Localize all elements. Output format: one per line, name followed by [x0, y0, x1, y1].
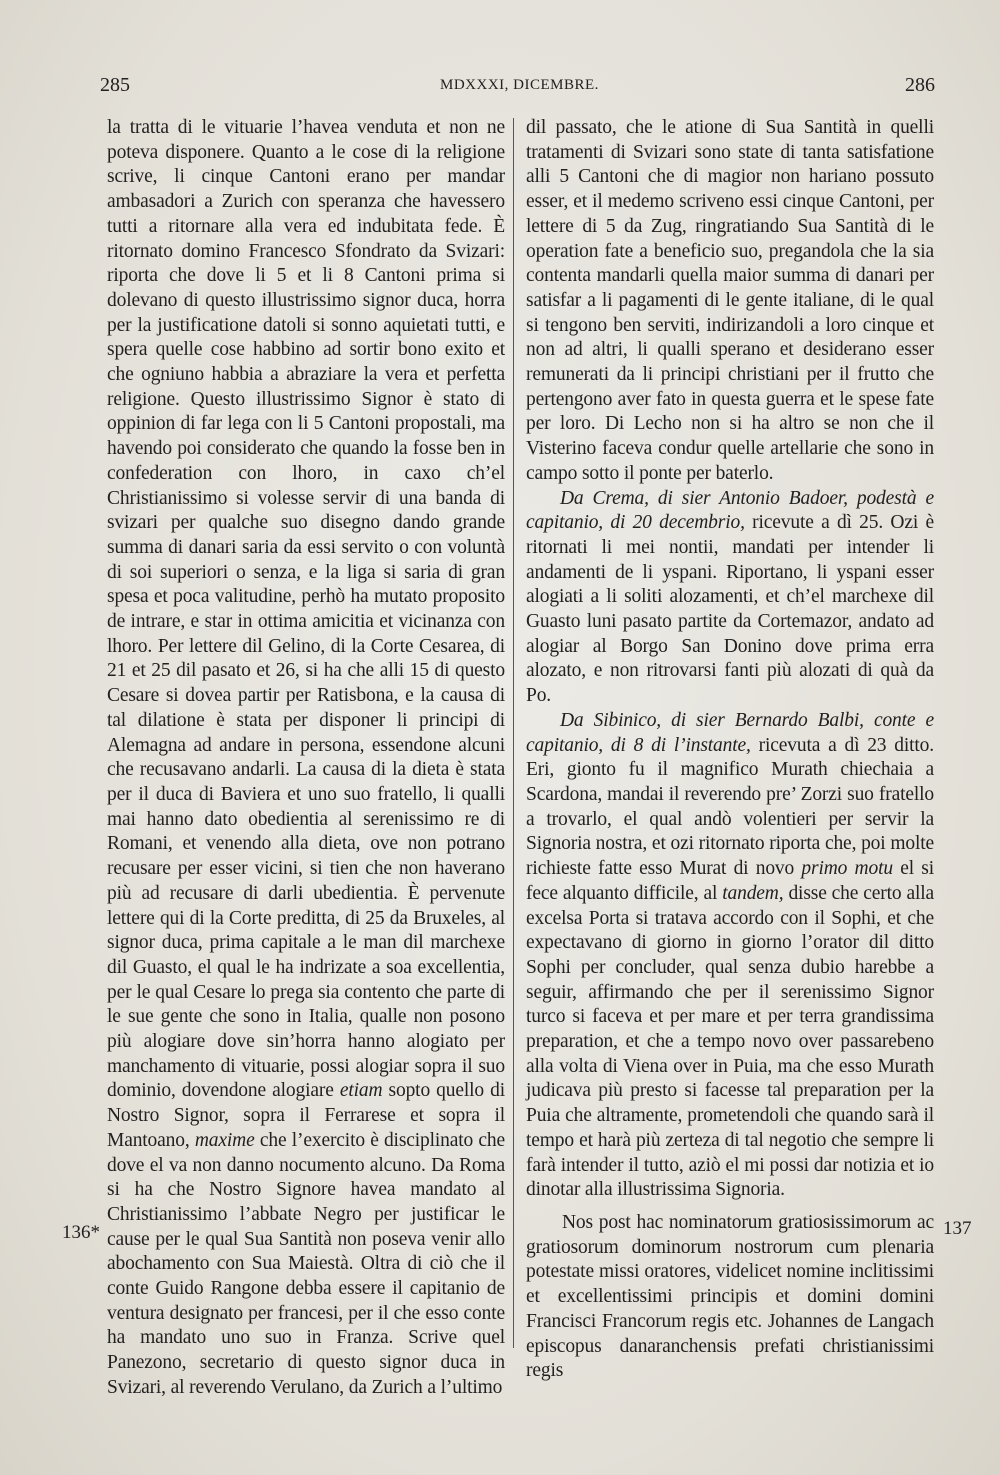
page-header — [100, 74, 935, 102]
right-column — [526, 116, 934, 1203]
word-primo-motu: primo motu — [801, 858, 893, 880]
left-column-text — [107, 116, 505, 1401]
letter-body-sibinico-2: el si fece alquanto difficile, al — [526, 858, 934, 904]
letter-body-sibinico-3: disse che certo alla excelsa Porta si tratava accordo con il Sophi, et che expectavano di giorno in giorno l’orator dil ditto Sophi per concluder, qual senza dubio harebbe a seguir, affirmando che per il serenissimo Signor turco si faceva et per mare et per terra grandissima preparation, et che a tempo novo over passarebeno alla volta di Viena over in Puia, ma che esso Murath judicava più presto si facesse tal preparation per la Puia che altramente, prometendoli che quando sarà il tempo et harà più zerteza di tal negotio che sempre li farà intender il tutto, aziò el mi possi dar notizia et io dinotar alla illustrissima Signoria. — [526, 882, 934, 1201]
right-paragraph-1: dil passato, che le atione di Sua Santità in quelli tratamenti di Svizari sono state di tanta satisfatione alli 5 Cantoni che di magior non hariano possuto esser, et il medemo scriveno essi cinque Cantoni, per lettere di 5 da Zug, ringratiando Sua Santità di le operation fate a beneficio suo, pregandola che la sia contenta mandarli quella maior summa di danari per satisfar a li pagamenti di le gente italiane, di le qual si tengono ben serviti, indirizandoli a loro cinque et non ad altri, li qualli sperano et desiderano esser remunerati da li principi christiani per il frutto che pertengono aver fato in questa guerra et le spese fate per loro. Di Lecho non si ha altro se non che il Visterino faceva condur quelle artellarie che sono in campo sotto il ponte per baterlo. — [526, 117, 934, 484]
column-divider — [513, 118, 514, 1348]
margin-note-left: 136* — [62, 1222, 100, 1243]
latin-paragraph — [526, 1211, 934, 1384]
word-maxime: maxime — [194, 1129, 255, 1151]
left-text-2: sopto quello di Nostro Signor, sopra il Ferrarese et sopra il Mantoano, — [107, 1080, 505, 1151]
left-column — [107, 116, 505, 1401]
page-number-right: 286 — [905, 74, 935, 96]
letter-heading-crema: Da Crema, di sier Antonio Badoer, podestà e capitanio, di 20 decembrio, — [526, 487, 934, 534]
left-text-3: che l’exercito è disciplinato che dove el va non danno nocumento alcuno. Da Roma si ha che Nostro Signore havea mandato al Christianissimo l’abbate Negro per justificar le cause per le qual Sua Santità non poseva venir allo abochamento con Sua Maiestà. Oltra di ciò che il conte Guido Rangone debba essere il capitanio de ventura designato per francesi, per il che esso conte ha mandato uno suo in Franza. Scrive quel Panezono, secretario di questo signor duca in Svizari, al reverendo Verulano, da Zurich a l’ultimo — [107, 1129, 505, 1398]
word-tandem: tandem, — [722, 882, 784, 904]
letter-heading-sibinico: Da Sibinico, di sier Bernardo Balbi, conte e capitanio, di 8 di l’instante, — [526, 709, 934, 756]
margin-note-right: 137 — [943, 1218, 972, 1239]
letter-body-crema: ricevute a dì 25. Ozi è ritornati li mei nontii, mandati per intender li andamenti de li yspani. Riportano, li yspani esser alogiati a li soliti alozamenti, et ch’el marchexe dil Guasto luni pasato partite da Cortemazor, andato ad alogiar al Borgo San Donino dove prima erra alozato, e non ritrovarsi fanti più alozati di quà da Po. — [526, 512, 934, 707]
word-etiam: etiam — [339, 1080, 383, 1102]
running-head: MDXXXI, DICEMBRE. — [440, 77, 599, 93]
right-paragraph-2 — [526, 487, 934, 709]
page-number-left: 285 — [100, 74, 130, 96]
left-text-1: la tratta di le vituarie l’havea venduta et non ne poteva disponere. Quanto a le cose di la religione scrive, li cinque Cantoni erano per mandar ambasadori a Zurich con speranza che havessero tutti a ritornare alla vera ed indubitata fede. È ritornato domino Francesco Sfondrato da Svizari: riporta che dove li 5 et li 8 Cantoni prima si dolevano di questo illustrissimo signor duca, horra per la justificatione datoli si sonno aquietati tutti, e spera quelle cose habbino ad sortir bono exito et che ogniuno habbia a abraziare la vera et perfetta religione. Questo illustrissimo Signor è stato di oppinion di far lega con li 5 Cantoni propostali, ma havendo poi considerato che quando la fosse ben in confederation con lhoro, in caxo ch’el Christianissimo si volesse servir di una banda di svizari per qualche suo disegno dando grande summa di danari saria da essi servito o con voluntà di soi superiori o senza, e la liga si saria di gran spesa et poca valitudine, perhò ha mutato proposito de intrare, e star in ottima amicitia et vicinanza con lhoro. Per lettere dil Gelino, di la Corte Cesarea, di 21 et 25 dil pasato et 26, si ha che alli 15 di questo Cesare si dovea partir per Ratisbona, e la causa di tal dilatione è stata per disponer li principi di Alemagna ad andare in persona, essendone alcuni che recusavano andarli. La causa di la dieta è stata per il duca di Baviera et uno suo fratello, li qualli mai hanno dato obedientia al serenissimo re di Romani, et venendo alla dieta, ove non potrano recusare per esser vicini, si tien che non haverano più ad recusare di darli ubedientia. È pervenute lettere qui di la Corte preditta, di 25 da Bruxeles, al signor duca, prima capitale a le man dil marchexe dil Guasto, el qual le ha indrizate a soa excellentia, per le qual Cesare lo prega sia contento che parte di le sue gente che sono in Italia, qualle non posono più alogiare dove sin’horra hanno alogiato per manchamento di vituarie, possi alogiar sopra il suo dominio, dovendone alogiare — [107, 117, 505, 1102]
right-paragraph-3 — [526, 709, 934, 1203]
letter-body-sibinico-1: ricevuta a dì 23 ditto. Eri, gionto fu il magnifico Murath chiechaia a Scardona, mandai il reverendo pre’ Zorzi suo fratello a trovarlo, el qual andò volentieri per servir la Signoria nostra, et ozi ritornato riporta che, poi molte richieste fatte esso Murat di novo — [526, 734, 935, 880]
latin-text: Nos post hac nominatorum gratiosissimorum ac gratiosorum dominorum nostrorum cum plenaria potestate missi oratores, videlicet nomine inclitissimi et excellentissimi principis et domini domini Francisci Francorum regis etc. Johannes de Langach episcopus danaranchensis prefati christianissimi regis — [526, 1212, 934, 1382]
